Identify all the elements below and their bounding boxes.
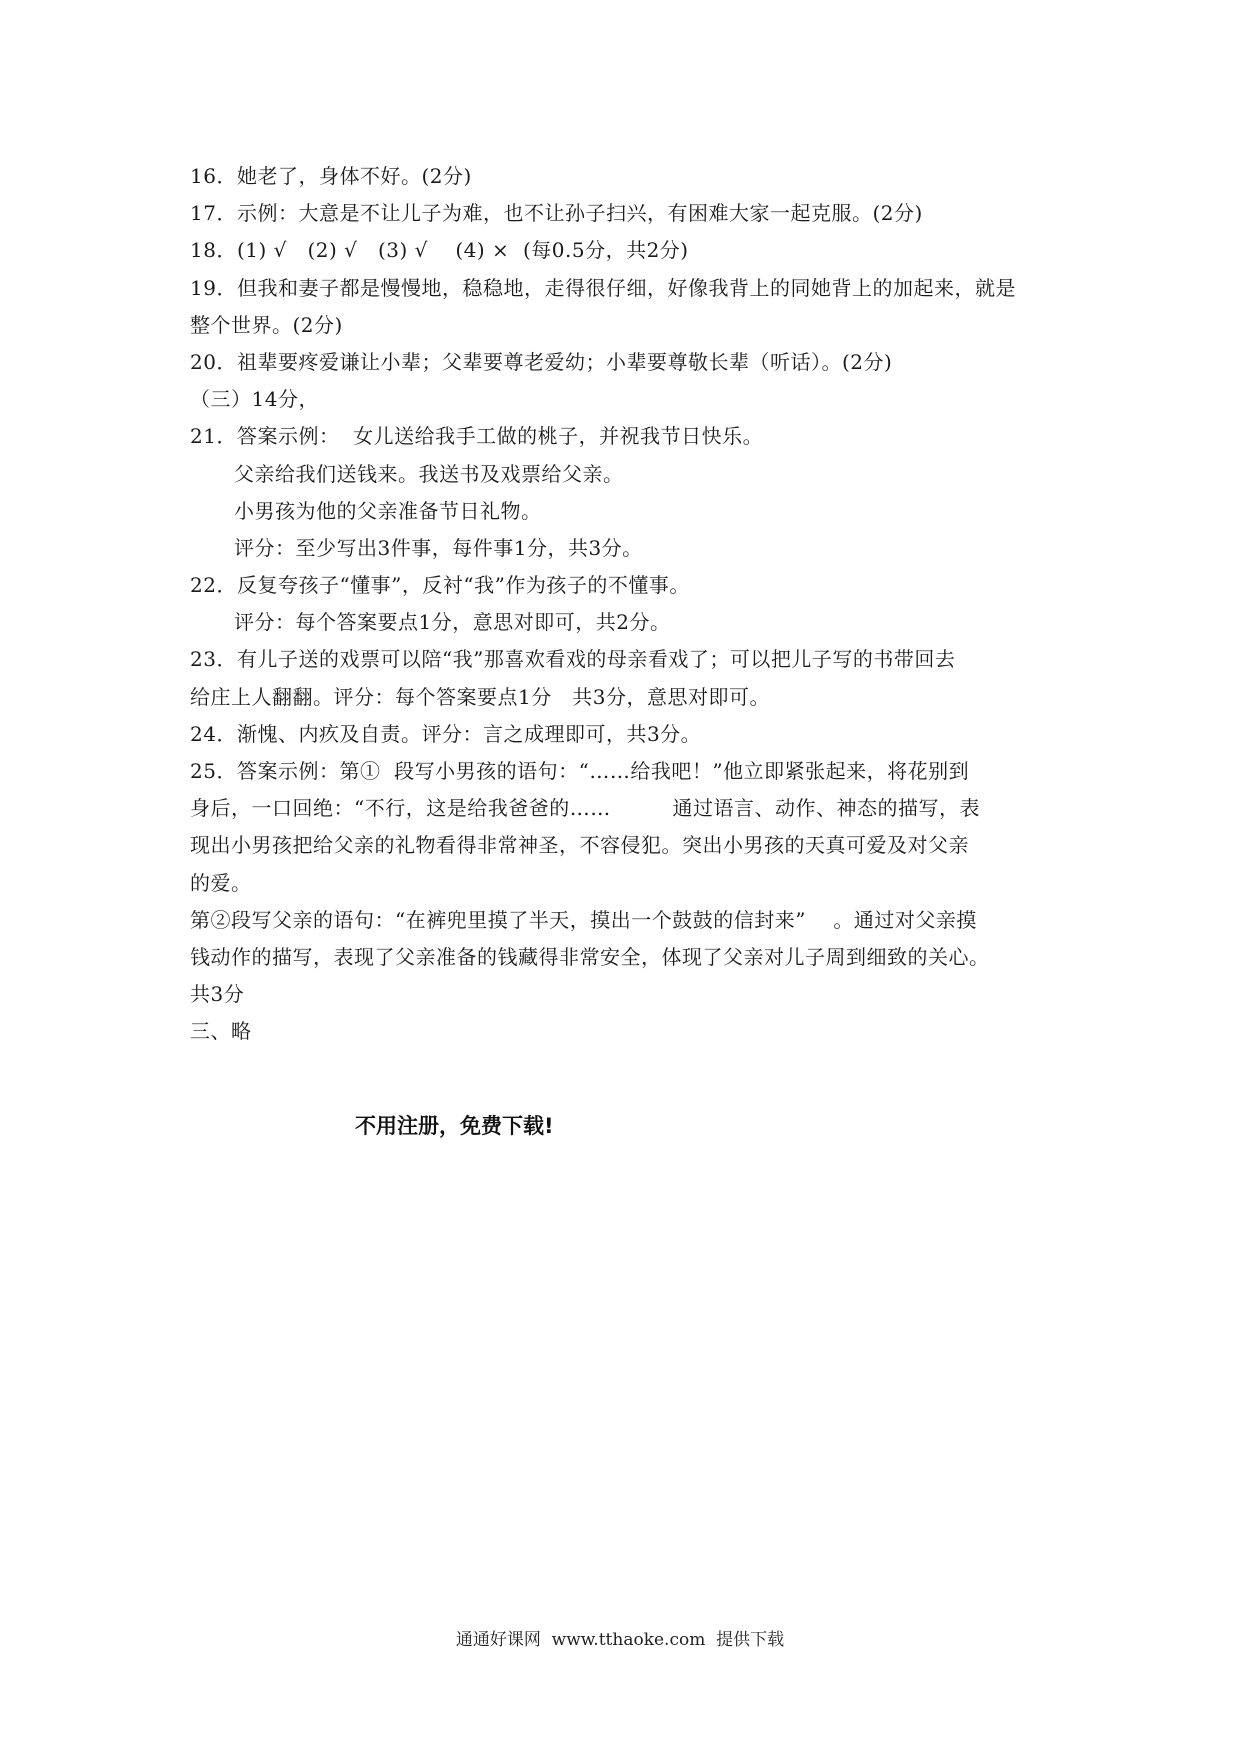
answer-line: 身后，一口回绝：“不行，这是给我爸爸的…… 通过语言、动作、神态的描写，表: [190, 796, 980, 821]
answer-line: 16．她老了，身体不好。(2分): [190, 164, 472, 188]
answer-line: 24．渐愧、内疚及自责。评分：言之成理即可，共3分。: [190, 721, 702, 746]
answer-line: 评分：至少写出3件事，每件事1分，共3分。: [234, 535, 643, 560]
answer-line: 现出小男孩把给父亲的礼物看得非常神圣，不容侵犯。突出小男孩的天真可爱及对父亲: [190, 833, 969, 858]
answer-line: 整个世界。(2分): [190, 312, 343, 337]
answer-line: 给庄上人翻翻。评分：每个答案要点1分 共3分，意思对即可。: [190, 684, 771, 709]
promo-text: 不用注册，免费下载!: [355, 1114, 554, 1138]
page-footer: 通通好课网 www.tthaoke.com 提供下载: [455, 1630, 785, 1650]
answer-line: 评分：每个答案要点1分，意思对即可，共2分。: [234, 610, 671, 635]
answer-line: 小男孩为他的父亲准备节日礼物。: [234, 498, 542, 523]
answer-line: 钱动作的描写，表现了父亲准备的钱藏得非常安全，体现了父亲对儿子周到细致的关心。: [190, 944, 990, 969]
answer-line: 17．示例：大意是不让儿子为难，也不让孙子扫兴，有困难大家一起克服。(2分): [190, 201, 923, 226]
answer-key-content: [190, 158, 1070, 1051]
answer-line: 23．有儿子送的戏票可以陪“我”那喜欢看戏的母亲看戏了；可以把儿子写的书带回去: [190, 647, 956, 672]
answer-line: 的爱。: [190, 870, 252, 895]
answer-line: 第②段写父亲的语句：“在裤兜里摸了半天，摸出一个鼓鼓的信封来” 。通过对父亲摸: [190, 907, 977, 932]
answer-line: 19．但我和妻子都是慢慢地，稳稳地，走得很仔细，好像我背上的同她背上的加起来，就是: [190, 275, 1016, 300]
answer-line: 22．反复夸孩子“懂事”，反衬“我”作为孩子的不懂事。: [190, 573, 690, 598]
answer-line: （三）14分，: [190, 387, 319, 412]
answer-line: 20．祖辈要疼爱谦让小辈；父辈要尊老爱幼；小辈要尊敬长辈（听话）。(2分): [190, 349, 893, 374]
answer-line: 21．答案示例： 女儿送给我手工做的桃子，并祝我节日快乐。: [190, 424, 764, 449]
answer-line: 18．(1) √ (2) √ (3) √ (4) × (每0.5分，共2分): [190, 238, 689, 263]
answer-line: 25．答案示例：第① 段写小男孩的语句：“……给我吧！”他立即紧张起来，将花别到: [190, 759, 970, 783]
answer-line: 父亲给我们送钱来。我送书及戏票给父亲。: [234, 461, 624, 486]
answer-line: 三、略: [190, 1019, 252, 1044]
answer-line: 共3分: [190, 982, 245, 1007]
